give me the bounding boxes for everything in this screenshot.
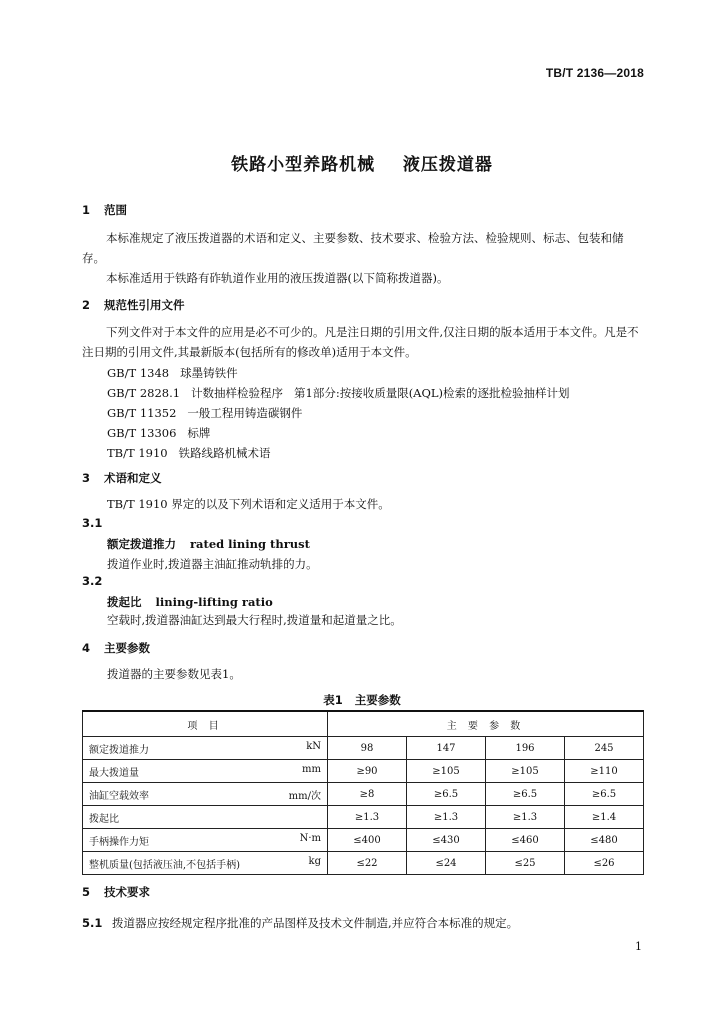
clause-5-1 [82,915,518,931]
row-value-cell: ≥6.5 [486,783,565,806]
row-value-cell: ≤430 [407,829,486,852]
document-title: 铁路小型养路机械 液压拨道器 [231,155,493,175]
section-4-heading [82,640,150,656]
standard-code: TB/T 2136—2018 [545,66,644,80]
scope-paragraph-2: 本标准适用于铁路有砟轨道作业用的液压拨道器(以下简称拨道器)。 [106,271,449,285]
row-value-cell: ≥110 [565,760,644,783]
term-english: lining-lifting ratio [155,595,273,609]
row-unit: kN [306,740,321,752]
row-value-cell: ≥1.3 [486,806,565,829]
row-label-cell [83,783,328,806]
section-2-heading [82,297,185,313]
row-value-cell: ≤25 [486,852,565,875]
row-value-cell: ≥105 [486,760,565,783]
table-caption: 表1 主要参数 [323,693,401,707]
row-unit: kg [308,855,321,867]
row-value-cell: ≤24 [407,852,486,875]
row-label: 拨起比 [89,813,119,825]
table-row [83,806,644,829]
reference-item: TB/T 1910 铁路线路机械术语 [107,446,271,460]
row-value-cell: ≤22 [328,852,407,875]
table-row [83,737,644,760]
row-label: 额定拨道推力 [89,744,149,756]
reference-item: GB/T 1348 球墨铸铁件 [107,366,238,380]
term-3-1-title [107,536,310,552]
row-value-cell: ≥6.5 [565,783,644,806]
row-label: 整机质量(包括液压油,不包括手柄) [89,859,240,871]
row-value-cell: ≥105 [407,760,486,783]
row-value-cell: ≤460 [486,829,565,852]
term-chinese: 额定拨道推力 [107,537,176,551]
term-3-1-number: 3.1 [82,516,103,530]
parameters-intro: 拨道器的主要参数见表1。 [107,667,241,681]
row-unit: mm [302,763,321,775]
row-value-cell: ≥1.4 [565,806,644,829]
clause-number: 5.1 [82,916,103,930]
section-number: 3 [82,471,91,485]
row-label-cell [83,737,328,760]
table-row [83,852,644,875]
reference-item: GB/T 2828.1 计数抽样检验程序 第1部分:按接收质量限(AQL)检索的逐批检验抽样计划 [107,386,570,400]
section-3-heading [82,470,162,486]
scope-paragraph-1: 本标准规定了液压拨道器的术语和定义、主要参数、技术要求、检验方法、检验规则、标志、包装和储存。 [82,231,624,265]
section-number: 4 [82,641,91,655]
row-unit: N·m [299,832,321,844]
row-value-cell: 245 [565,737,644,760]
row-value-cell: 98 [328,737,407,760]
section-title: 规范性引用文件 [104,298,185,312]
row-label-cell [83,852,328,875]
terms-intro: TB/T 1910 界定的以及下列术语和定义适用于本文件。 [107,497,390,511]
row-value-cell: ≥6.5 [407,783,486,806]
table-row [83,760,644,783]
row-label: 最大拨道量 [89,767,139,779]
header-item: 项 目 [83,711,328,737]
row-value-cell: ≥1.3 [328,806,407,829]
row-value-cell: ≥90 [328,760,407,783]
row-value-cell: ≥8 [328,783,407,806]
term-3-2-number: 3.2 [82,574,103,588]
section-1-heading [82,202,127,218]
normative-references-paragraph: 下列文件对于本文件的应用是必不可少的。凡是注日期的引用文件,仅注日期的版本适用于本文件。凡是不注日期的引用文件,其最新版本(包括所有的修改单)适用于本文件。 [82,325,639,359]
row-value-cell: 147 [407,737,486,760]
section-title: 范围 [104,203,127,217]
section-number: 5 [82,885,91,899]
term-3-2-definition: 空载时,拨道器油缸达到最大行程时,拨道量和起道量之比。 [107,613,402,627]
term-3-1-definition: 拨道作业时,拨道器主油缸推动轨排的力。 [107,557,318,571]
section-title: 技术要求 [104,885,150,899]
reference-item: GB/T 11352 一般工程用铸造碳钢件 [107,406,303,420]
row-value-cell: ≥1.3 [407,806,486,829]
row-unit: mm/次 [288,790,321,802]
row-value-cell: ≤480 [565,829,644,852]
row-label: 手柄操作力矩 [89,836,149,848]
row-label-cell [83,806,328,829]
section-number: 1 [82,203,91,217]
section-title: 主要参数 [104,641,150,655]
clause-text: 拨道器应按经规定程序批准的产品图样及技术文件制造,并应符合本标准的规定。 [112,916,519,930]
row-label: 油缸空载效率 [89,790,149,802]
term-3-2-title [107,594,273,610]
table-row [83,783,644,806]
section-title: 术语和定义 [104,471,162,485]
page-number: 1 [635,940,642,953]
term-english: rated lining thrust [190,537,310,551]
main-parameters-table [82,710,644,875]
table-row [83,829,644,852]
term-chinese: 拨起比 [107,595,142,609]
header-params: 主 要 参 数 [328,711,644,737]
section-number: 2 [82,298,91,312]
row-label-cell [83,760,328,783]
row-value-cell: 196 [486,737,565,760]
reference-item: GB/T 13306 标牌 [107,426,211,440]
table-header-row [83,711,644,737]
row-value-cell: ≤400 [328,829,407,852]
section-5-heading [82,884,150,900]
row-label-cell [83,829,328,852]
row-value-cell: ≤26 [565,852,644,875]
